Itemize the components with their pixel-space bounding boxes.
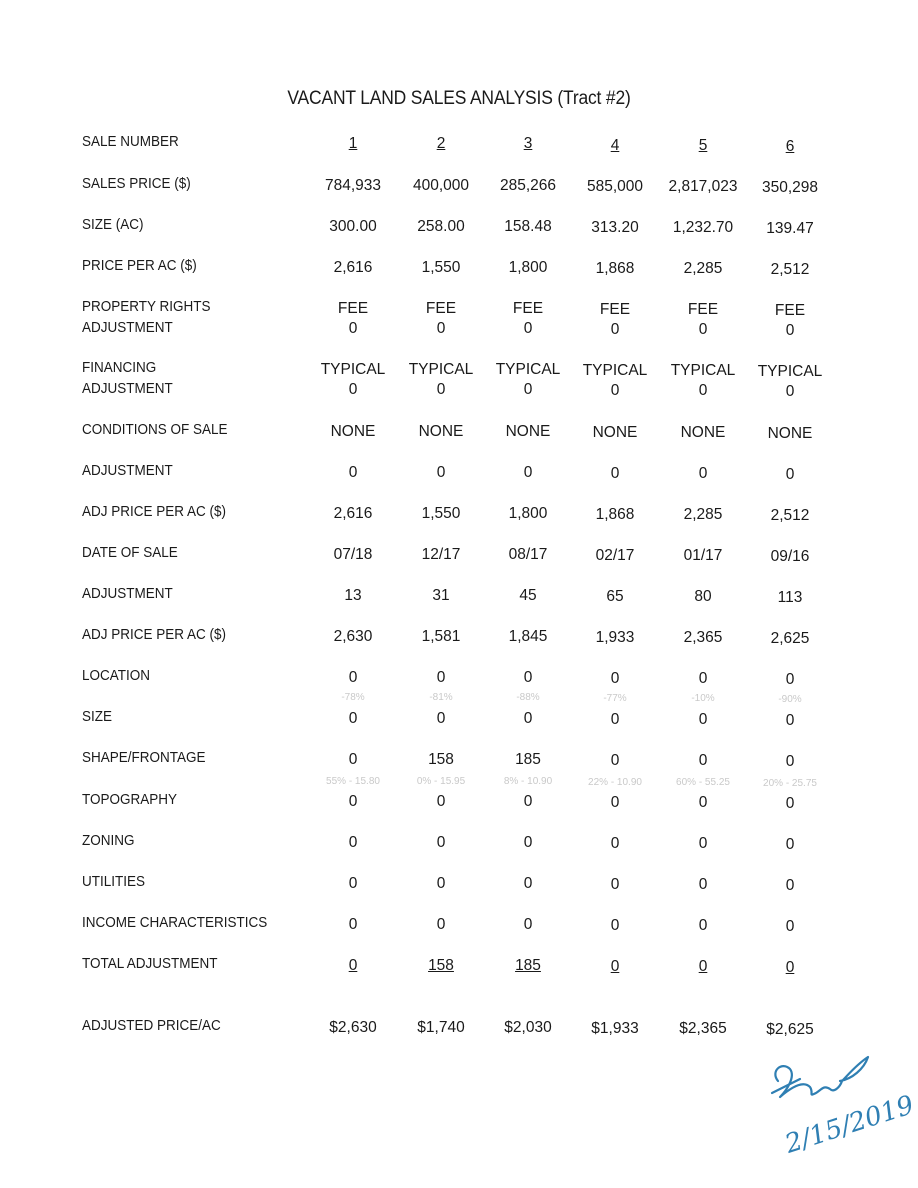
table-cell: 0 <box>436 464 446 481</box>
table-row <box>0 913 918 953</box>
table-cell: 0 <box>348 710 358 727</box>
table-cell: 0 <box>785 322 795 339</box>
table-row <box>0 831 918 871</box>
table-cell: 158.48 <box>504 218 552 235</box>
table-cell: 158 <box>428 957 454 974</box>
table-cell: 08/17 <box>508 546 548 563</box>
table-row <box>0 872 918 912</box>
table-cell: 0 <box>523 793 533 810</box>
faint-note: -88% <box>516 692 540 703</box>
table-cell: 0 <box>610 465 620 482</box>
table-cell: $1,740 <box>417 1019 465 1036</box>
table-row <box>0 707 918 747</box>
table-cell: 0 <box>523 669 533 686</box>
table-cell: TYPICAL <box>582 362 648 379</box>
faint-note: -81% <box>429 692 453 703</box>
table-cell: 784,933 <box>324 177 382 194</box>
table-cell: 0 <box>436 793 446 810</box>
table-row <box>0 297 918 341</box>
sale-number: 6 <box>785 138 795 155</box>
sale-number: 4 <box>610 137 620 154</box>
row-label: TOPOGRAPHY <box>82 791 178 808</box>
row-label: FINANCING <box>82 359 157 376</box>
table-cell: 1,232.70 <box>672 219 734 236</box>
table-cell: 12/17 <box>421 546 461 563</box>
table-row <box>0 584 918 624</box>
table-cell: 0 <box>785 671 795 688</box>
table-cell: 2,625 <box>770 630 810 647</box>
sale-number: 3 <box>523 135 533 152</box>
row-label: ADJ PRICE PER AC ($) <box>82 626 227 643</box>
row-label: CONDITIONS OF SALE <box>82 421 228 438</box>
table-cell: 0 <box>523 916 533 933</box>
row-label: SIZE (AC) <box>82 216 144 233</box>
table-cell: 350,298 <box>761 179 819 196</box>
row-label: ZONING <box>82 832 135 849</box>
row-label: SALE NUMBER <box>82 133 179 150</box>
table-cell: 1,868 <box>595 506 635 523</box>
table-cell: 1,868 <box>595 260 635 277</box>
table-cell: 185 <box>515 751 541 768</box>
table-cell: NONE <box>592 424 638 441</box>
table-cell: 0 <box>348 957 358 974</box>
table-cell: 07/18 <box>333 546 373 563</box>
faint-note: -90% <box>778 694 802 705</box>
table-cell: 585,000 <box>586 178 644 195</box>
handwritten-signature <box>760 1035 918 1160</box>
table-cell: NONE <box>418 423 464 440</box>
table-cell: 0 <box>785 877 795 894</box>
row-label: SHAPE/FRONTAGE <box>82 749 206 766</box>
table-cell: TYPICAL <box>408 361 474 378</box>
page-title: VACANT LAND SALES ANALYSIS (Tract #2) <box>287 88 631 109</box>
table-cell: 0 <box>436 320 446 337</box>
row-label: ADJ PRICE PER AC ($) <box>82 503 227 520</box>
table-cell: 0 <box>348 381 358 398</box>
table-cell: 0 <box>348 916 358 933</box>
table-row <box>0 215 918 255</box>
table-cell: 0 <box>698 670 708 687</box>
faint-note: -77% <box>603 693 627 704</box>
row-label: TOTAL ADJUSTMENT <box>82 955 218 972</box>
table-cell: 0 <box>436 916 446 933</box>
table-cell: 0 <box>785 959 795 976</box>
table-cell: 0 <box>610 321 620 338</box>
table-row <box>0 625 918 665</box>
row-label: UTILITIES <box>82 873 146 890</box>
table-cell: 300.00 <box>329 218 377 235</box>
table-cell: 0 <box>698 321 708 338</box>
table-row <box>0 954 918 994</box>
signature-date: 2/15/2019 <box>781 1090 918 1160</box>
table-cell: 0 <box>698 794 708 811</box>
table-cell: FEE <box>337 300 369 317</box>
table-cell: 0 <box>523 381 533 398</box>
table-cell: NONE <box>680 424 726 441</box>
table-cell: 02/17 <box>595 547 635 564</box>
table-cell: 0 <box>348 875 358 892</box>
table-cell: 2,365 <box>683 629 723 646</box>
row-label: ADJUSTED PRICE/AC <box>82 1017 221 1034</box>
table-cell: 0 <box>698 465 708 482</box>
table-row <box>0 256 918 296</box>
table-cell: 0 <box>610 711 620 728</box>
faint-note: -78% <box>341 692 365 703</box>
row-label: INCOME CHARACTERISTICS <box>82 914 268 931</box>
table-cell: NONE <box>330 423 376 440</box>
table-cell: 2,616 <box>333 259 373 276</box>
row-label: DATE OF SALE <box>82 544 178 561</box>
sale-number: 1 <box>348 135 358 152</box>
table-row <box>0 420 918 460</box>
table-cell: TYPICAL <box>757 363 823 380</box>
table-cell: 0 <box>610 382 620 399</box>
table-cell: 2,616 <box>333 505 373 522</box>
table-cell: 0 <box>436 381 446 398</box>
table-cell: 139.47 <box>766 220 814 237</box>
table-cell: 0 <box>348 464 358 481</box>
table-row <box>0 358 918 402</box>
row-label: PROPERTY RIGHTS <box>82 298 211 315</box>
table-cell: $2,365 <box>679 1020 727 1037</box>
row-label: SIZE <box>82 708 113 725</box>
faint-note: 22% - 10.90 <box>588 777 642 788</box>
table-cell: 0 <box>785 466 795 483</box>
table-cell: 0 <box>785 918 795 935</box>
table-cell: 158 <box>428 751 454 768</box>
table-cell: 2,817,023 <box>668 178 738 195</box>
table-cell: TYPICAL <box>320 361 386 378</box>
table-cell: 0 <box>785 795 795 812</box>
row-label: ADJUSTMENT <box>82 319 173 336</box>
table-cell: 09/16 <box>770 548 810 565</box>
table-cell: 0 <box>348 793 358 810</box>
table-cell: 0 <box>523 464 533 481</box>
table-cell: $1,933 <box>591 1020 639 1037</box>
table-cell: 1,933 <box>595 629 635 646</box>
table-row <box>0 502 918 542</box>
table-cell: NONE <box>505 423 551 440</box>
table-cell: FEE <box>687 301 719 318</box>
table-cell: 0 <box>610 794 620 811</box>
faint-note: -10% <box>691 693 715 704</box>
table-cell: 2,285 <box>683 260 723 277</box>
table-cell: 1,550 <box>421 259 461 276</box>
table-cell: 0 <box>698 958 708 975</box>
table-cell: FEE <box>599 301 631 318</box>
faint-note: 20% - 25.75 <box>763 778 817 789</box>
table-cell: 0 <box>523 875 533 892</box>
table-cell: 0 <box>436 875 446 892</box>
table-cell: 1,800 <box>508 259 548 276</box>
table-cell: 2,512 <box>770 507 810 524</box>
table-cell: 0 <box>610 752 620 769</box>
row-label: ADJUSTMENT <box>82 462 173 479</box>
table-cell: 0 <box>523 320 533 337</box>
table-cell: 01/17 <box>683 547 723 564</box>
table-cell: 0 <box>698 835 708 852</box>
table-cell: FEE <box>512 300 544 317</box>
table-cell: NONE <box>767 425 813 442</box>
faint-note: 0% - 15.95 <box>416 776 466 787</box>
table-cell: 0 <box>698 917 708 934</box>
table-cell: 285,266 <box>499 177 557 194</box>
table-cell: 0 <box>698 711 708 728</box>
table-cell: 1,550 <box>421 505 461 522</box>
table-cell: 400,000 <box>412 177 470 194</box>
table-cell: 1,800 <box>508 505 548 522</box>
table-cell: 0 <box>610 917 620 934</box>
table-cell: 45 <box>519 587 537 604</box>
table-cell: 0 <box>610 835 620 852</box>
table-row <box>0 790 918 830</box>
table-cell: 0 <box>610 958 620 975</box>
table-cell: 0 <box>785 383 795 400</box>
row-label: PRICE PER AC ($) <box>82 257 197 274</box>
table-cell: 31 <box>432 587 450 604</box>
row-label: LOCATION <box>82 667 151 684</box>
table-cell: 2,512 <box>770 261 810 278</box>
table-cell: $2,625 <box>766 1021 814 1038</box>
table-cell: $2,030 <box>504 1019 552 1036</box>
table-cell: 0 <box>785 836 795 853</box>
table-cell: 0 <box>698 876 708 893</box>
table-cell: 1,845 <box>508 628 548 645</box>
table-row <box>0 174 918 214</box>
table-cell: FEE <box>425 300 457 317</box>
sale-number: 5 <box>698 137 708 154</box>
table-cell: 185 <box>515 957 541 974</box>
table-cell: 2,285 <box>683 506 723 523</box>
table-cell: TYPICAL <box>495 361 561 378</box>
table-cell: 113 <box>777 589 803 606</box>
table-cell: 80 <box>694 588 712 605</box>
table-cell: FEE <box>774 302 806 319</box>
row-label: ADJUSTMENT <box>82 380 173 397</box>
table-cell: 1,581 <box>421 628 461 645</box>
faint-note: 55% - 15.80 <box>326 776 380 787</box>
table-cell: 0 <box>436 710 446 727</box>
table-cell: 0 <box>348 320 358 337</box>
table-cell: $2,630 <box>329 1019 377 1036</box>
table-cell: 0 <box>436 669 446 686</box>
table-cell: 0 <box>523 834 533 851</box>
table-cell: 0 <box>348 834 358 851</box>
table-cell: 2,630 <box>333 628 373 645</box>
table-cell: 13 <box>344 587 362 604</box>
header-row <box>0 132 918 172</box>
faint-note: 60% - 55.25 <box>676 777 730 788</box>
table-cell: 0 <box>610 876 620 893</box>
sale-number: 2 <box>436 135 446 152</box>
table-cell: 313.20 <box>591 219 639 236</box>
faint-note: 8% - 10.90 <box>503 776 553 787</box>
table-cell: 0 <box>785 712 795 729</box>
table-cell: 0 <box>785 753 795 770</box>
table-cell: 0 <box>523 710 533 727</box>
table-row <box>0 543 918 583</box>
row-label: SALES PRICE ($) <box>82 175 191 192</box>
table-cell: 65 <box>606 588 624 605</box>
table-cell: 0 <box>348 669 358 686</box>
table-cell: 0 <box>348 751 358 768</box>
table-cell: 258.00 <box>417 218 465 235</box>
table-cell: 0 <box>698 382 708 399</box>
table-cell: 0 <box>610 670 620 687</box>
table-row <box>0 461 918 501</box>
table-cell: 0 <box>698 752 708 769</box>
row-label: ADJUSTMENT <box>82 585 173 602</box>
table-cell: TYPICAL <box>670 362 736 379</box>
table-cell: 0 <box>436 834 446 851</box>
